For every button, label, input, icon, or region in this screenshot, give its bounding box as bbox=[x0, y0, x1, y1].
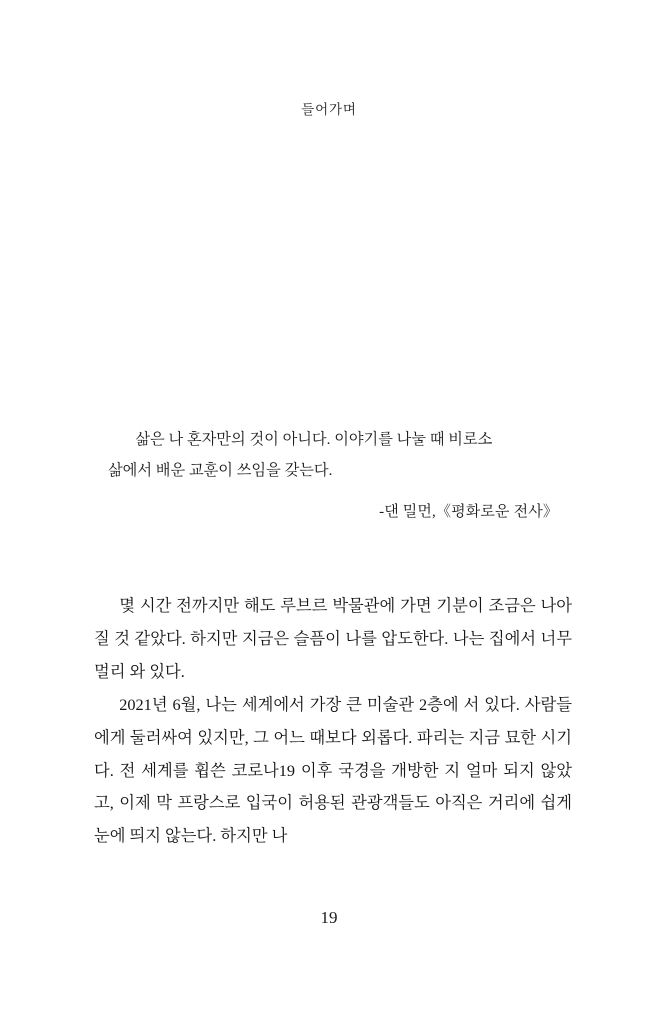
body-text bbox=[94, 590, 572, 853]
page-number: 19 bbox=[320, 908, 338, 927]
epigraph-line-1: 삶은 나 혼자만의 것이 아니다. 이야기를 나눌 때 비로소 bbox=[135, 431, 493, 448]
epigraph-attribution: -댄 밀먼,《평화로운 전사》 bbox=[379, 504, 558, 521]
body-paragraph-1: 몇 시간 전까지만 해도 루브르 박물관에 가면 기분이 조금은 나아질 것 같았다. 하지만 지금은 슬픔이 나를 압도한다. 나는 집에서 너무 멀리 와 있다. bbox=[94, 596, 572, 681]
epigraph-block bbox=[108, 424, 558, 528]
body-paragraph-2: 2021년 6월, 나는 세계에서 가장 큰 미술관 2층에 서 있다. 사람들에게 둘러싸여 있지만, 그 어느 때보다 외롭다. 파리는 지금 묘한 시기다. 전 세계를 휩쓴 코로나19 이후 국경을 개방한 지 얼마 되지 않았고, 이제 막 프랑스로 입국이 허용된 관광객들도 아직은 거리에 쉽게 눈에 띄지 않는다. 하지만 나 bbox=[94, 694, 572, 846]
running-head: 들어가며 bbox=[301, 102, 357, 117]
epigraph-line-2: 삶에서 배운 교훈이 쓰임을 갖는다. bbox=[108, 462, 333, 480]
